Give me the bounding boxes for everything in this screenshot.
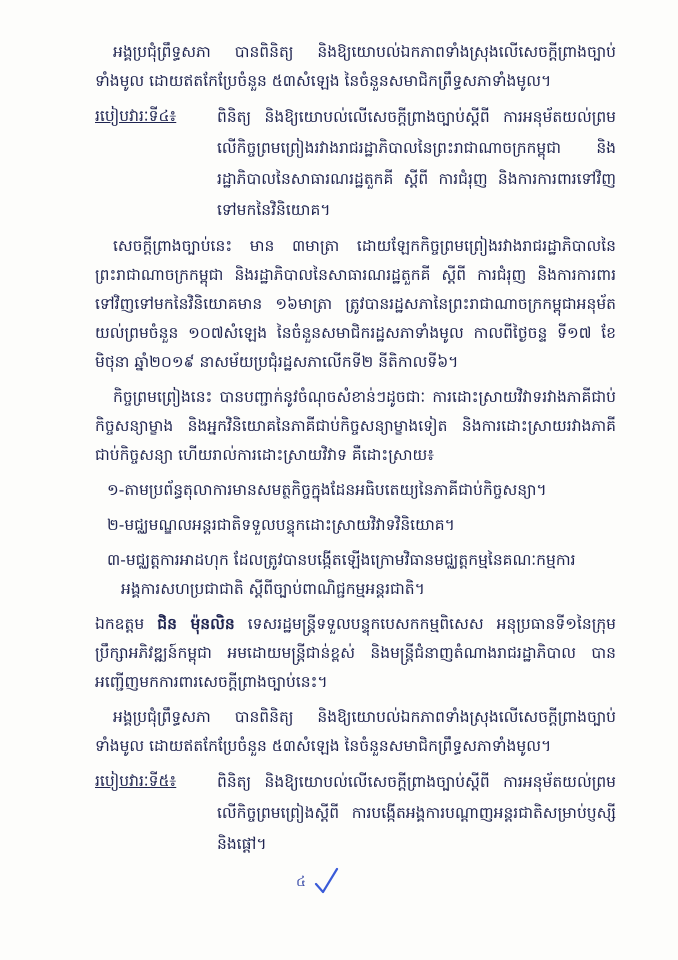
list-item-3-line-1: ៣-មជ្ឈត្តការអាដហុក ដែលត្រូវបានបង្កើតឡើងក្រោមវិធានមជ្ឈត្តកម្មនៃគណៈកម្មការ [107, 551, 576, 569]
paragraph-agreement-points: កិច្ចព្រមព្រៀងនេះ បានបញ្ជាក់នូវចំណុចសំខាន់ៗដូចជាៈ ការដោះស្រាយវិវាទរវាងភាគីជាប់កិច្ចសន្យាម្ខាង និងអ្នកវិនិយោគនៃភាគីជាប់កិច្ចសន្យាម្ខាងទៀត និងការដោះស្រាយរវាងភាគីជាប់កិច្ចសន្យា ហើយរាល់ការដោះស្រាយវិវាទ គឺដោះស្រាយ៖ [95, 388, 616, 464]
agenda-item-4-text: ពិនិត្យ និងឱ្យយោបល់លើសេចក្តីព្រាងច្បាប់ស្តីពី ការអនុម័តយល់ព្រមលើកិច្ចព្រមព្រៀងរវាងរាជរដ្ឋាភិបាលនៃព្រះរាជាណាចក្រកម្ពុជា និងរដ្ឋាភិបាលនៃសាធារណរដ្ឋតួកគី ស្តីពី ការជំរុញ និងការការពារទៅវិញទៅមកនៃវិនិយោគ។ [217, 108, 616, 219]
paragraph-senate-approval-1: អង្គប្រជុំព្រឹទ្ធសភា បានពិនិត្យ និងឱ្យយោបល់ឯកភាពទាំងស្រុងលើសេចក្តីព្រាងច្បាប់ទាំងមូល ដោយឥតកែប្រែចំនួន ៥៣សំឡេង នៃចំនួនសមាជិកព្រឹទ្ធសភាទាំងមូល។ [95, 43, 616, 90]
list-item-3 [107, 546, 616, 604]
paragraph-minister-attendance [95, 610, 616, 697]
list-item-2: ២-មជ្ឈមណ្ឌលអន្តរជាតិទទួលបន្ទុកដោះស្រាយវិវាទវិនិយោគ។ [107, 516, 455, 534]
paragraph-senate-approval-2: អង្គប្រជុំព្រឹទ្ធសភា បានពិនិត្យ និងឱ្យយោបល់ឯកភាពទាំងស្រុងលើសេចក្តីព្រាងច្បាប់ទាំងមូល ដោយឥតកែប្រែចំនួន ៥៣សំឡេង នៃចំនួនសមាជិកព្រឹទ្ធសភាទាំងមូល។ [95, 708, 616, 755]
agenda-item-5-label: របៀបវារៈទី៥៖ [95, 772, 177, 790]
agenda-item-4-label: របៀបវារៈទី៤៖ [95, 107, 177, 125]
minister-title: ឯកឧត្តម [95, 615, 158, 633]
agenda-item-5-text: ពិនិត្យ និងឱ្យយោបល់លើសេចក្តីព្រាងច្បាប់ស្តីពី ការអនុម័តយល់ព្រមលើកិច្ចព្រមព្រៀងស្តីពី ការបង្កើតអង្គការបណ្តាញអន្តរជាតិសម្រាប់ប្ញស្សី និងផ្តៅ។ [217, 773, 616, 853]
list-item-3-line-2: អង្គការសហប្រជាជាតិ ស្តីពីច្បាប់ពាណិជ្ជកម្មអន្តរជាតិ។ [121, 580, 425, 598]
page-number: ៤ [296, 874, 306, 890]
agenda-item-5 [95, 767, 616, 860]
minister-name: ជិន ម៉ុនលិន [157, 615, 235, 633]
handwritten-check-icon [312, 866, 340, 896]
list-item-1: ១-តាមប្រព័ន្ធតុលាការមានសមត្ថកិច្ចក្នុងដែនអធិបតេយ្យនៃភាគីជាប់កិច្ចសន្យា។ [107, 481, 547, 499]
agenda-item-4 [95, 102, 616, 226]
paragraph-law-draft-details: សេចក្តីព្រាងច្បាប់នេះ មាន ៣មាត្រា ដោយឡែកកិច្ចព្រមព្រៀងរវាងរាជរដ្ឋាភិបាលនៃព្រះរាជាណាចក្រកម្ពុជា និងរដ្ឋាភិបាលនៃសាធារណរដ្ឋតួកគី ស្តីពី ការជំរុញ និងការការពារទៅវិញទៅមកនៃវិនិយោគមាន ១៦មាត្រា ត្រូវបានរដ្ឋសភានៃព្រះរាជាណាចក្រកម្ពុជាអនុម័តយល់ព្រមចំនួន ១០៧សំឡេង នៃចំនួនសមាជិករដ្ឋសភាទាំងមូល កាលពីថ្ងៃចន្ទ ទី១៧ ខែមិថុនា ឆ្នាំ២០១៩ នាសម័យប្រជុំរដ្ឋសភាលើកទី២ នីតិកាលទី៦។ [95, 237, 616, 371]
minister-description: ទេសរដ្ឋមន្ត្រីទទួលបន្ទុកបេសកកម្មពិសេស អនុប្រធានទី១នៃក្រុមប្រឹក្សាអភិវឌ្ឍន៍កម្ពុជា អមដោយមន្ត្រីជាន់ខ្ពស់ និងមន្ត្រីជំនាញតំណាងរាជរដ្ឋាភិបាល បានអញ្ជើញមកការពារសេចក្តីព្រាងច្បាប់នេះ។ [95, 615, 616, 691]
